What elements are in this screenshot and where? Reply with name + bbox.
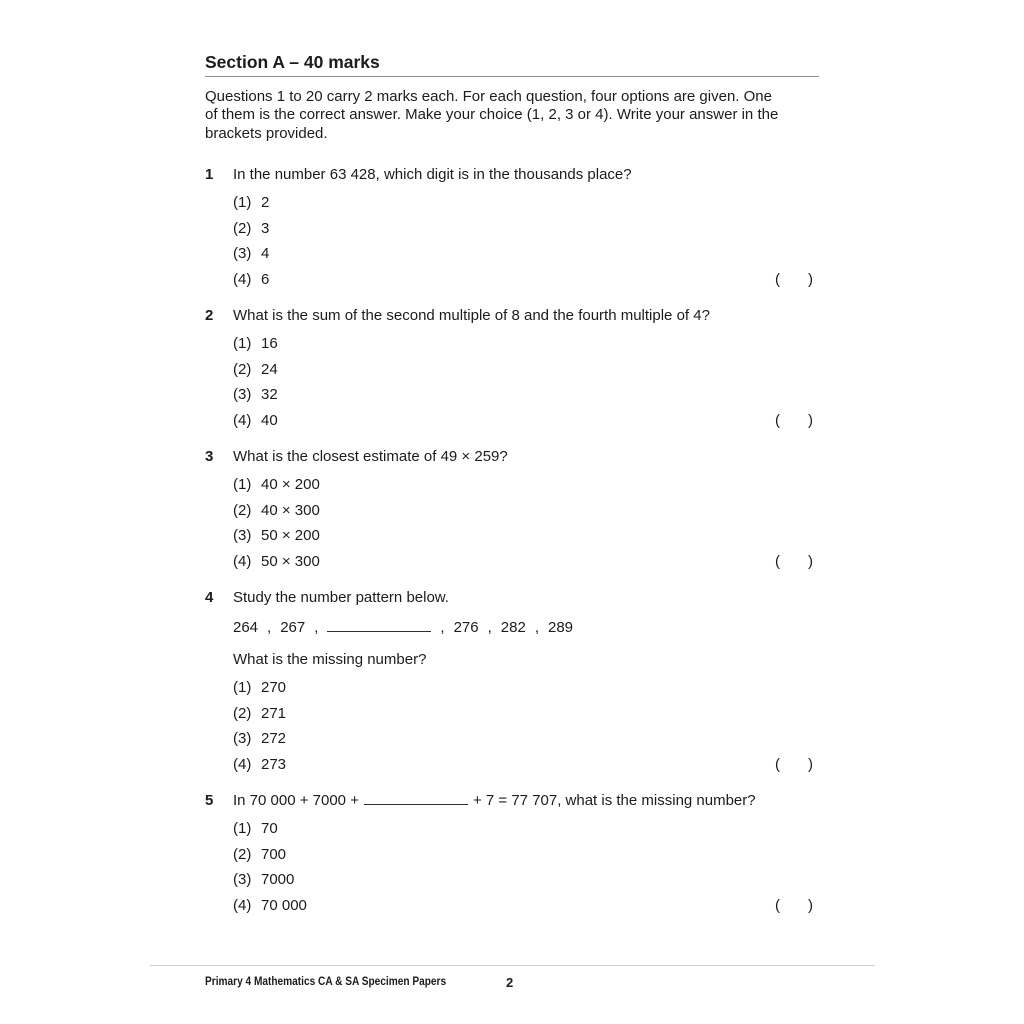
option-row	[233, 726, 819, 752]
pattern-separator: ,	[267, 619, 272, 637]
option-value: 3	[261, 219, 270, 237]
answer-brackets	[775, 893, 813, 919]
option-row	[233, 842, 819, 868]
question-number: 5	[205, 792, 214, 810]
option-label: (3)	[233, 245, 252, 263]
option-label: (1)	[233, 679, 252, 697]
instructions-line: of them is the correct answer. Make your choice (1, 2, 3 or 4). Write your answer in the	[205, 106, 779, 124]
option-value: 700	[261, 845, 287, 863]
question-number: 4	[205, 589, 214, 607]
option-row	[233, 523, 819, 549]
option-value: 32	[261, 386, 278, 404]
pattern-separator: ,	[534, 619, 539, 637]
bracket-close: )	[808, 755, 813, 773]
question-4	[205, 588, 819, 777]
option-value: 24	[261, 360, 278, 378]
option-value: 272	[261, 730, 287, 748]
bracket-close: )	[808, 270, 813, 288]
option-row	[233, 216, 819, 242]
option-row	[233, 190, 819, 216]
answer-brackets	[775, 408, 813, 434]
question-text: What is the closest estimate of 49 × 259?	[233, 448, 508, 466]
pattern-separator: ,	[314, 619, 319, 637]
option-row	[233, 675, 819, 701]
pattern-separator: ,	[440, 619, 445, 637]
question-text	[233, 791, 756, 811]
option-value: 6	[261, 270, 270, 288]
option-label: (1)	[233, 820, 252, 838]
option-row	[233, 408, 819, 434]
option-label: (4)	[233, 411, 252, 429]
option-value: 70 000	[261, 896, 307, 914]
missing-number-blank	[327, 631, 431, 632]
option-row	[233, 893, 819, 919]
pattern-number: 289	[547, 619, 574, 637]
question-number: 2	[205, 307, 214, 325]
option-value: 270	[261, 679, 287, 697]
instructions-line: Questions 1 to 20 carry 2 marks each. For each question, four options are given. One	[205, 88, 772, 105]
answer-brackets	[775, 752, 813, 778]
question-text-before-blank: In 70 000 + 7000 +	[233, 792, 359, 810]
footer-divider	[150, 965, 875, 966]
option-value: 7000	[261, 871, 295, 889]
option-value: 2	[261, 194, 270, 212]
option-value: 50 × 200	[261, 527, 320, 545]
pattern-number: 264	[233, 619, 259, 637]
option-label: (2)	[233, 219, 252, 237]
option-row	[233, 241, 819, 267]
question-3	[205, 447, 819, 574]
option-value: 70	[261, 820, 278, 838]
option-label: (4)	[233, 552, 252, 570]
option-label: (1)	[233, 476, 252, 494]
option-value: 40 × 300	[261, 501, 320, 519]
option-row	[233, 357, 819, 383]
bracket-close: )	[808, 896, 813, 914]
option-label: (2)	[233, 704, 252, 722]
option-label: (2)	[233, 501, 252, 519]
bracket-open: (	[775, 896, 780, 914]
bracket-open: (	[775, 755, 780, 773]
section-instructions	[205, 88, 819, 143]
option-label: (4)	[233, 755, 252, 773]
answer-brackets	[775, 267, 813, 293]
exam-page-content	[205, 52, 819, 932]
footer-book-title: Primary 4 Mathematics CA & SA Specimen Papers	[205, 976, 447, 988]
question-5	[205, 791, 819, 918]
option-label: (1)	[233, 194, 252, 212]
question-number: 3	[205, 448, 214, 466]
option-value: 4	[261, 245, 270, 263]
option-row	[233, 701, 819, 727]
bracket-close: )	[808, 411, 813, 429]
question-text-after-blank: + 7 = 77 707, what is the missing number?	[472, 792, 756, 810]
pattern-number: 282	[500, 619, 526, 637]
option-value: 50 × 300	[261, 552, 320, 570]
option-row	[233, 816, 819, 842]
option-value: 40	[261, 411, 278, 429]
pattern-number: 276	[453, 619, 479, 637]
option-label: (4)	[233, 270, 252, 288]
option-label: (1)	[233, 335, 252, 353]
option-label: (3)	[233, 386, 252, 404]
option-label: (4)	[233, 896, 252, 914]
question-text: In the number 63 428, which digit is in the thousands place?	[233, 166, 632, 184]
bracket-open: (	[775, 411, 780, 429]
question-text: What is the sum of the second multiple of 8 and the fourth multiple of 4?	[233, 307, 710, 325]
option-row	[233, 331, 819, 357]
section-title: Section A – 40 marks	[205, 52, 819, 77]
pattern-number: 267	[280, 619, 306, 637]
footer-page-number: 2	[506, 975, 514, 990]
option-row	[233, 867, 819, 893]
missing-number-blank	[364, 804, 468, 805]
answer-brackets	[775, 549, 813, 575]
question-text: Study the number pattern below.	[233, 589, 449, 607]
option-row	[233, 382, 819, 408]
option-row	[233, 498, 819, 524]
question-number: 1	[205, 166, 214, 184]
option-row	[233, 752, 819, 778]
bracket-close: )	[808, 552, 813, 570]
option-label: (3)	[233, 527, 252, 545]
bracket-open: (	[775, 270, 780, 288]
option-value: 40 × 200	[261, 476, 320, 494]
question-1	[205, 165, 819, 292]
option-label: (2)	[233, 845, 252, 863]
option-row	[233, 472, 819, 498]
number-pattern	[233, 618, 819, 638]
option-value: 16	[261, 335, 278, 353]
option-row	[233, 549, 819, 575]
pattern-separator: ,	[487, 619, 492, 637]
bracket-open: (	[775, 552, 780, 570]
question-sub-text: What is the missing number?	[233, 651, 427, 669]
option-label: (2)	[233, 360, 252, 378]
question-2	[205, 306, 819, 433]
instructions-line: brackets provided.	[205, 124, 328, 142]
option-value: 273	[261, 755, 287, 773]
option-row	[233, 267, 819, 293]
option-label: (3)	[233, 871, 252, 889]
option-value: 271	[261, 704, 287, 722]
option-label: (3)	[233, 730, 252, 748]
